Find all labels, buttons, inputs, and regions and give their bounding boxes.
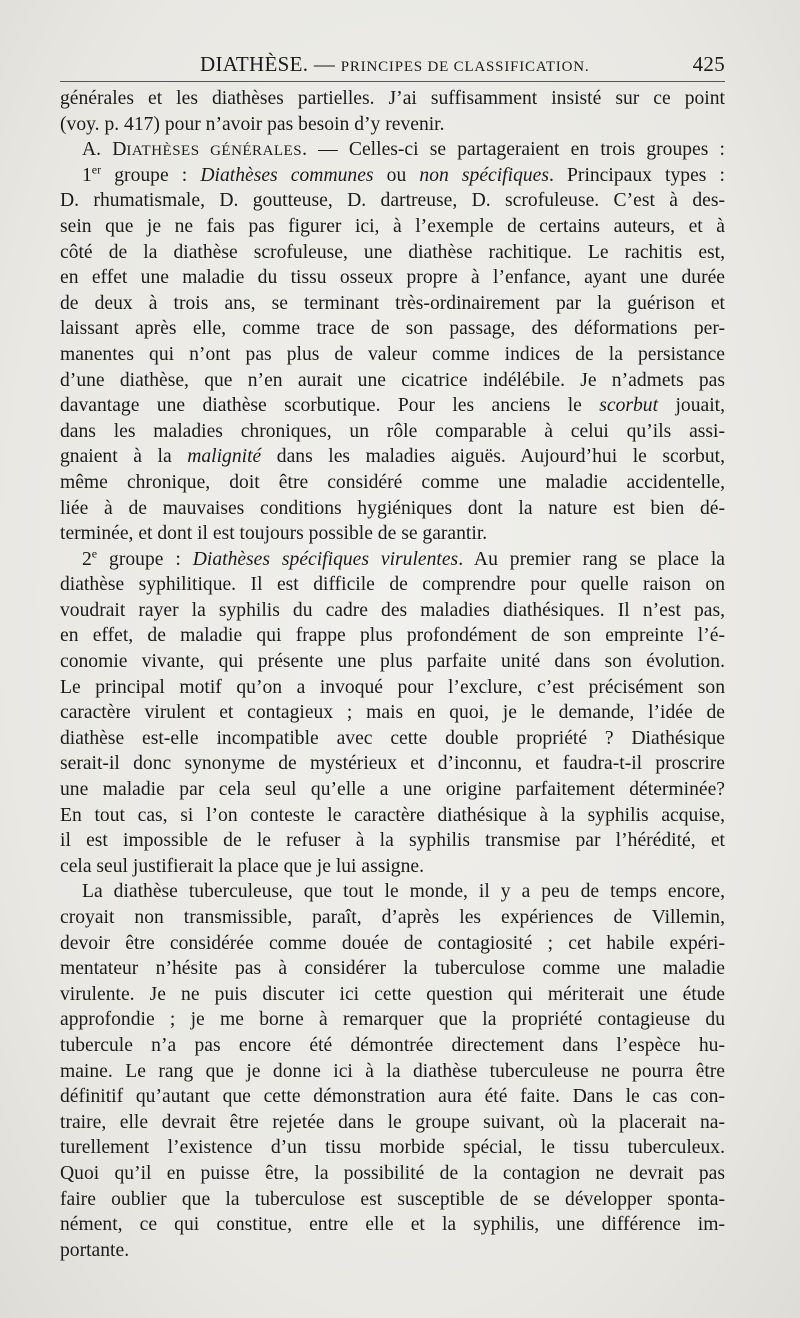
text-segment: en effet, de maladie qui frappe plus profondément de son empreinte l’é- xyxy=(60,625,725,647)
italic-text: Diathèses spécifiques virulentes xyxy=(192,548,459,570)
text-segment: faire oublier que la tuberculose est susceptible de se développer sponta- xyxy=(60,1188,725,1210)
running-header xyxy=(60,52,725,80)
text-line xyxy=(60,188,725,214)
italic-text: scorbut xyxy=(599,395,659,417)
running-title xyxy=(200,52,589,77)
text-line xyxy=(60,419,725,445)
text-segment: voudrait rayer la syphilis du cadre des maladies diathésiques. Il n’est pas, xyxy=(60,599,725,621)
text-segment: gnaient à la xyxy=(60,446,188,468)
text-line xyxy=(60,521,725,547)
italic-text: non spécifiques xyxy=(419,164,549,186)
text-segment: dans les maladies chroniques, un rôle comparable à celui qu’ils assi- xyxy=(60,420,725,442)
text-line xyxy=(60,1084,725,1110)
text-segment: dans les maladies aiguës. Aujourd’hui le scorbut, xyxy=(261,446,725,468)
text-segment: Le principal motif qu’on a invoqué pour l’exclure, c’est précisément son xyxy=(60,676,725,698)
text-segment: turellement l’existence d’un tissu morbide spécial, le tissu tuberculeux. xyxy=(60,1137,725,1159)
text-line xyxy=(60,137,725,163)
text-line xyxy=(60,265,725,291)
text-line xyxy=(60,342,725,368)
text-line xyxy=(60,214,725,240)
text-segment: En tout cas, si l’on conteste le caractère diathésique à la syphilis acquise, xyxy=(60,804,725,826)
text-line xyxy=(60,470,725,496)
text-segment: générales et les diathèses partielles. J’ai suffisamment insisté sur ce point xyxy=(60,88,725,109)
text-segment: A. D xyxy=(82,139,127,161)
header-rule xyxy=(60,81,725,82)
text-segment: cela seul justifierait la place que je lui assigne. xyxy=(60,855,424,877)
text-segment: d’une diathèse, que n’en aurait une cicatrice indélébile. Je n’admets pas xyxy=(60,369,725,391)
text-segment: manentes qui n’ont pas plus de valeur comme indices de la persistance xyxy=(60,343,725,365)
text-segment: en effet une maladie du tissu osseux propre à l’enfance, ayant une durée xyxy=(60,267,725,289)
text-line xyxy=(60,982,725,1008)
superscript: e xyxy=(91,546,98,561)
text-line xyxy=(60,572,725,598)
text-line xyxy=(60,1161,725,1187)
body-text xyxy=(60,86,725,1263)
text-segment: IATHÈSES GÉNÉRALES xyxy=(126,143,303,160)
text-line xyxy=(60,1238,725,1264)
text-segment: tubercule n’a pas encore été démontrée directement dans l’espèce hu- xyxy=(60,1034,725,1056)
text-line xyxy=(60,1007,725,1033)
text-segment: côté de la diathèse scrofuleuse, une diathèse rachitique. Le rachitis est, xyxy=(60,241,725,263)
text-segment: Quoi qu’il en puisse être, la possibilité de la contagion ne devrait pas xyxy=(60,1162,725,1184)
superscript: er xyxy=(91,162,102,177)
text-line xyxy=(60,700,725,726)
text-line xyxy=(60,828,725,854)
text-line xyxy=(60,316,725,342)
text-segment: maine. Le rang que je donne ici à la diathèse tuberculeuse ne pourra être xyxy=(60,1060,725,1082)
italic-text: malignité xyxy=(187,446,262,468)
text-segment: ou xyxy=(373,164,420,186)
text-segment: La diathèse tuberculeuse, que tout le monde, il y a peu de temps encore, xyxy=(82,881,725,903)
text-segment: diathèse est-elle incompatible avec cette double propriété ? Diathésique xyxy=(60,727,725,749)
italic-text: Diathèses communes xyxy=(200,164,374,186)
text-line xyxy=(60,368,725,394)
text-line xyxy=(60,1187,725,1213)
text-segment: il est impossible de le refuser à la syphilis transmise par l’hérédité, et xyxy=(60,830,725,852)
page-number: 425 xyxy=(692,52,725,76)
text-line xyxy=(60,496,725,522)
running-title-dash: — xyxy=(313,52,336,76)
text-segment: virulente. Je ne puis discuter ici cette question qui mériterait une étude xyxy=(60,983,725,1005)
text-segment: sein que je ne fais pas figurer ici, à l’exemple de certains auteurs, et à xyxy=(60,215,725,237)
text-line xyxy=(60,1110,725,1136)
text-segment: 1 xyxy=(82,164,92,186)
text-segment: croyait non transmissible, paraît, d’après les expériences de Villemin, xyxy=(60,907,725,928)
text-line xyxy=(60,240,725,266)
text-segment: liée à de mauvaises conditions hygiéniques dont la nature est bien dé- xyxy=(60,497,725,519)
text-line xyxy=(60,291,725,317)
text-line xyxy=(60,777,725,803)
text-segment: . — Celles-ci se partageraient en trois groupes : xyxy=(302,139,725,161)
text-segment: mentateur n’hésite pas à considérer la tuberculose comme une maladie xyxy=(60,958,725,980)
text-segment: caractère virulent et contagieux ; mais en quoi, je le demande, l’idée de xyxy=(60,702,725,724)
text-line xyxy=(60,956,725,982)
text-segment: une maladie par cela seul qu’elle a une origine parfaitement déterminée? xyxy=(60,779,725,801)
text-line xyxy=(60,1033,725,1059)
text-segment: D. rhumatismale, D. goutteuse, D. dartreuse, D. scrofuleuse. C’est à des- xyxy=(60,190,725,212)
text-line xyxy=(60,1135,725,1161)
text-segment: approfondie ; je me borne à remarquer que la propriété contagieuse du xyxy=(60,1009,725,1031)
text-segment: 2 xyxy=(82,548,92,570)
text-segment: (voy. p. 417) pour n’avoir pas besoin d’y revenir. xyxy=(60,113,445,135)
text-segment: conomie vivante, qui présente une plus parfaite unité dans son évolution. xyxy=(60,651,725,673)
text-segment: devoir être considérée comme douée de contagiosité ; cet habile expéri- xyxy=(60,932,725,954)
text-segment: diathèse syphilitique. Il est difficile de comprendre pour quelle raison on xyxy=(60,574,725,596)
text-line xyxy=(60,726,725,752)
text-line xyxy=(60,623,725,649)
text-line xyxy=(60,547,725,573)
text-line xyxy=(60,598,725,624)
text-segment: groupe : xyxy=(97,548,193,570)
text-segment: traire, elle devrait être rejetée dans le groupe suivant, où la placerait na- xyxy=(60,1111,725,1133)
text-segment: . Principaux types : xyxy=(548,164,725,186)
text-segment: laissant après elle, comme trace de son passage, des déformations per- xyxy=(60,318,725,340)
running-title-main: DIATHÈSE. xyxy=(200,52,309,76)
text-segment: nément, ce qui constitue, entre elle et la syphilis, une différence im- xyxy=(60,1214,725,1236)
text-segment: groupe : xyxy=(101,164,201,186)
text-segment: portante. xyxy=(60,1239,130,1261)
text-segment: davantage une diathèse scorbutique. Pour les anciens le xyxy=(60,395,600,417)
text-line xyxy=(60,649,725,675)
text-segment: de deux à trois ans, se terminant très-ordinairement par la guérison et xyxy=(60,292,725,314)
text-line xyxy=(60,393,725,419)
text-line xyxy=(60,112,725,138)
text-segment: terminée, et dont il est toujours possible de se garantir. xyxy=(60,523,488,545)
text-line xyxy=(60,854,725,880)
text-line xyxy=(60,675,725,701)
text-line xyxy=(60,751,725,777)
text-segment: définitif qu’autant que cette démonstration aura été faite. Dans le cas con- xyxy=(60,1086,725,1108)
text-line xyxy=(60,1212,725,1238)
text-segment: même chronique, doit être considéré comme une maladie accidentelle, xyxy=(60,471,725,493)
text-line xyxy=(60,86,725,112)
text-line xyxy=(60,931,725,957)
text-segment: jouait, xyxy=(658,395,725,417)
text-line xyxy=(60,163,725,189)
text-line xyxy=(60,1059,725,1085)
text-segment: serait-il donc synonyme de mystérieux et d’inconnu, et faudra-t-il proscrire xyxy=(60,753,725,775)
text-line xyxy=(60,905,725,931)
text-line xyxy=(60,444,725,470)
text-line xyxy=(60,879,725,905)
text-line xyxy=(60,803,725,829)
running-title-subtitle: PRINCIPES DE CLASSIFICATION. xyxy=(340,59,590,75)
text-segment: . Au premier rang se place la xyxy=(458,548,725,570)
